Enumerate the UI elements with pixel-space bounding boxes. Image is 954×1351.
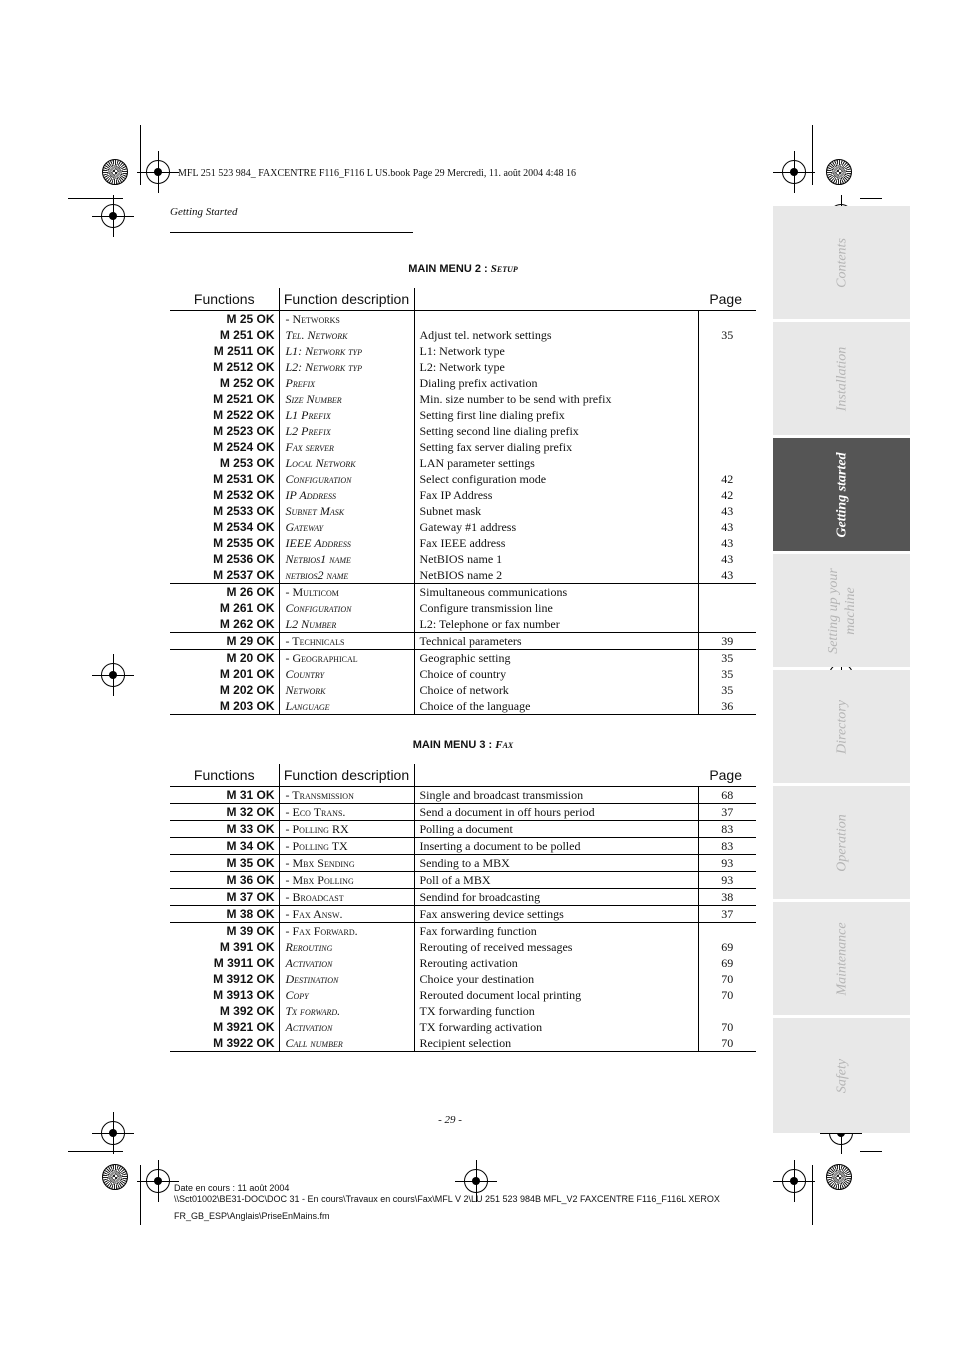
function-code: M 3913 OK: [213, 988, 275, 1002]
crop-mark: [68, 198, 123, 199]
page-ref: [698, 407, 756, 423]
function-description: Choice your destination: [414, 971, 698, 987]
table-row: [170, 487, 756, 503]
tab-label: Directory: [834, 699, 849, 754]
page-ref: 35: [698, 327, 756, 343]
crop-mark: [140, 1165, 141, 1225]
function-name: - Technicals: [279, 633, 414, 650]
function-name: Gateway: [279, 519, 414, 535]
col-header-functions: Functions: [170, 288, 279, 311]
crop-mark: [68, 1151, 123, 1152]
function-description: Polling a document: [414, 821, 698, 838]
tab-label: Maintenance: [834, 921, 849, 996]
page-ref: 93: [698, 855, 756, 872]
function-description: Configure transmission line: [414, 600, 698, 616]
function-name: Tel. Network: [279, 327, 414, 343]
function-code: M 2534 OK: [213, 520, 275, 534]
function-description: Rerouting of received messages: [414, 939, 698, 955]
page-ref: 70: [698, 1019, 756, 1035]
page-ref: 70: [698, 1035, 756, 1052]
function-code: M 2524 OK: [213, 440, 275, 454]
menu2-subtitle: Setup: [490, 263, 518, 275]
table-row: [170, 682, 756, 698]
function-description: L2: Telephone or fax number: [414, 616, 698, 633]
tab-installation[interactable]: [773, 322, 910, 435]
page-ref: 35: [698, 682, 756, 698]
table-row: [170, 551, 756, 567]
tab-label: Setting up your machine: [825, 567, 858, 654]
page-ref: 35: [698, 666, 756, 682]
menu3-subtitle: Fax: [495, 739, 514, 751]
table-row: [170, 407, 756, 423]
tab-operation[interactable]: [773, 786, 910, 899]
function-description: Recipient selection: [414, 1035, 698, 1052]
table-row: [170, 327, 756, 343]
page-ref: 36: [698, 698, 756, 715]
table-row: [170, 939, 756, 955]
tab-label: Installation: [834, 346, 849, 411]
table-row: [170, 567, 756, 584]
function-code: M 2533 OK: [213, 504, 275, 518]
function-description: Geographic setting: [414, 650, 698, 667]
function-code: M 33 OK: [170, 821, 279, 838]
col-header-page: [414, 288, 756, 311]
page-ref: [698, 375, 756, 391]
function-description: Setting first line dialing prefix: [414, 407, 698, 423]
function-description: Dialing prefix activation: [414, 375, 698, 391]
crosshair-mark: [146, 1169, 170, 1193]
function-name: L2 Number: [279, 616, 414, 633]
function-name: - Transmission: [279, 787, 414, 804]
registration-star-mark: [102, 159, 128, 185]
function-description: Fax IEEE address: [414, 535, 698, 551]
page-ref: [698, 343, 756, 359]
function-description: TX forwarding activation: [414, 1019, 698, 1035]
page-ref: [698, 584, 756, 601]
crosshair-mark: [101, 663, 125, 687]
function-description: Simultaneous communications: [414, 584, 698, 601]
page-ref: 39: [698, 633, 756, 650]
table-row: [170, 698, 756, 715]
col-header-description: Function description: [279, 288, 414, 311]
table-row: [170, 1035, 756, 1052]
function-name: Configuration: [279, 600, 414, 616]
function-name: Netbios1 name: [279, 551, 414, 567]
page-ref: [698, 311, 756, 328]
table-row: [170, 650, 756, 667]
menu3-table: [170, 764, 756, 1052]
function-code: M 203 OK: [170, 698, 279, 715]
page-ref: 43: [698, 535, 756, 551]
function-code: M 2535 OK: [213, 536, 275, 550]
page-ref: 83: [698, 821, 756, 838]
tab-setting-up[interactable]: [773, 554, 910, 667]
function-description: Choice of country: [414, 666, 698, 682]
function-code: M 2512 OK: [213, 360, 275, 374]
function-name: L1: Network typ: [279, 343, 414, 359]
registration-star-mark: [826, 159, 852, 185]
page-ref: 43: [698, 567, 756, 584]
function-name: Copy: [279, 987, 414, 1003]
function-description: Adjust tel. network settings: [414, 327, 698, 343]
tab-label: Getting started: [834, 451, 849, 538]
table-row: [170, 375, 756, 391]
function-code: M 201 OK: [219, 667, 275, 681]
function-description: Single and broadcast transmission: [414, 787, 698, 804]
table-row: [170, 455, 756, 471]
function-description: Poll of a MBX: [414, 872, 698, 889]
page-ref: 43: [698, 503, 756, 519]
function-code: M 3912 OK: [213, 972, 275, 986]
function-description: Sendind for broadcasting: [414, 889, 698, 906]
function-code: M 2523 OK: [213, 424, 275, 438]
crop-mark: [812, 125, 813, 185]
page-ref: 69: [698, 955, 756, 971]
section-title: Getting Started: [170, 206, 238, 218]
function-description: Gateway #1 address: [414, 519, 698, 535]
function-name: - Networks: [279, 311, 414, 328]
function-code: M 3921 OK: [213, 1020, 275, 1034]
page-ref: [698, 391, 756, 407]
function-code: M 392 OK: [219, 1004, 275, 1018]
function-name: Network: [279, 682, 414, 698]
table-row: [170, 519, 756, 535]
function-code: M 35 OK: [170, 855, 279, 872]
function-name: Fax server: [279, 439, 414, 455]
function-name: Local Network: [279, 455, 414, 471]
tab-directory[interactable]: [773, 670, 910, 783]
crosshair-mark: [782, 1169, 806, 1193]
function-name: L1 Prefix: [279, 407, 414, 423]
col-header-description: Function description: [279, 764, 414, 787]
function-name: - Broadcast: [279, 889, 414, 906]
tab-label: Safety: [834, 1058, 849, 1093]
page-ref: 93: [698, 872, 756, 889]
function-code: M 32 OK: [170, 804, 279, 821]
page-ref: 43: [698, 551, 756, 567]
function-description: Fax forwarding function: [414, 923, 698, 940]
function-name: Rerouting: [279, 939, 414, 955]
table-row: [170, 311, 756, 328]
page-ref: [698, 1003, 756, 1019]
page-ref: [698, 923, 756, 940]
function-name: - Mbx Polling: [279, 872, 414, 889]
function-name: IEEE Address: [279, 535, 414, 551]
page-ref: 69: [698, 939, 756, 955]
crosshair-mark: [782, 160, 806, 184]
function-name: Tx forward.: [279, 1003, 414, 1019]
function-code: M 253 OK: [219, 456, 275, 470]
function-code: M 2536 OK: [213, 552, 275, 566]
function-code: M 34 OK: [170, 838, 279, 855]
col-header-page-label: Page: [709, 767, 743, 783]
table-row: [170, 971, 756, 987]
page-number: - 29 -: [438, 1114, 462, 1126]
page-ref: 83: [698, 838, 756, 855]
page-ref: [698, 455, 756, 471]
function-description: Choice of network: [414, 682, 698, 698]
function-description: Technical parameters: [414, 633, 698, 650]
function-code: M 2531 OK: [213, 472, 275, 486]
footer-path: \\Sct01002\BE31-DOC\DOC 31 - En cours\Travaux en cours\Fax\MFL V 2\LU 251 523 984B MFL_V2 FAXCENTRE F116_F116L XEROX: [174, 1194, 720, 1204]
registration-star-mark: [102, 1164, 128, 1190]
footer: [174, 1183, 720, 1222]
page-ref: 38: [698, 889, 756, 906]
table-row: [170, 471, 756, 487]
page-ref: 37: [698, 804, 756, 821]
table-row: [170, 804, 756, 821]
table-row: [170, 391, 756, 407]
table-row: [170, 666, 756, 682]
function-name: - Fax Answ.: [279, 906, 414, 923]
function-description: Rerouting activation: [414, 955, 698, 971]
function-name: IP Address: [279, 487, 414, 503]
function-code: M 391 OK: [219, 940, 275, 954]
menu3-title-text: MAIN MENU 3 :: [412, 739, 496, 751]
col-header-page-label: Page: [709, 291, 743, 307]
function-name: - Polling RX: [279, 821, 414, 838]
function-code: M 2522 OK: [213, 408, 275, 422]
function-code: M 25 OK: [170, 311, 279, 328]
function-description: Inserting a document to be polled: [414, 838, 698, 855]
function-code: M 251 OK: [219, 328, 275, 342]
function-code: M 262 OK: [219, 617, 275, 631]
function-description: L2: Network type: [414, 359, 698, 375]
function-name: Prefix: [279, 375, 414, 391]
function-description: [414, 311, 698, 328]
page-ref: 68: [698, 787, 756, 804]
page-ref: 42: [698, 487, 756, 503]
menu2-title: [170, 263, 756, 275]
function-code: M 38 OK: [170, 906, 279, 923]
function-name: Call number: [279, 1035, 414, 1052]
function-description: Setting second line dialing prefix: [414, 423, 698, 439]
table-row: [170, 1019, 756, 1035]
crop-mark: [860, 1151, 882, 1152]
function-code: M 2532 OK: [213, 488, 275, 502]
menu2-title-text: MAIN MENU 2 :: [408, 263, 491, 275]
function-code: M 252 OK: [219, 376, 275, 390]
page-ref: 35: [698, 650, 756, 667]
function-name: netbios2 name: [279, 567, 414, 584]
function-code: M 2537 OK: [213, 568, 275, 582]
function-code: M 202 OK: [219, 683, 275, 697]
table-row: [170, 787, 756, 804]
function-code: M 2521 OK: [213, 392, 275, 406]
function-name: - Eco Trans.: [279, 804, 414, 821]
table-row: [170, 906, 756, 923]
function-description: Subnet mask: [414, 503, 698, 519]
tab-maintenance[interactable]: [773, 902, 910, 1015]
function-code: M 39 OK: [170, 923, 279, 940]
col-header-functions: Functions: [170, 764, 279, 787]
function-name: Configuration: [279, 471, 414, 487]
function-code: M 3922 OK: [170, 1035, 279, 1052]
table-row: [170, 359, 756, 375]
function-description: NetBIOS name 2: [414, 567, 698, 584]
tab-label: Contents: [834, 237, 849, 288]
function-name: - Geographical: [279, 650, 414, 667]
function-description: TX forwarding function: [414, 1003, 698, 1019]
crop-mark: [860, 198, 882, 199]
crosshair-mark: [101, 204, 125, 228]
registration-star-mark: [826, 1164, 852, 1190]
table-row: [170, 600, 756, 616]
menu2-table: [170, 288, 756, 715]
page-ref: [698, 600, 756, 616]
function-code: M 26 OK: [170, 584, 279, 601]
function-description: Rerouted document local printing: [414, 987, 698, 1003]
function-code: M 20 OK: [170, 650, 279, 667]
function-name: Language: [279, 698, 414, 715]
function-name: - Multicom: [279, 584, 414, 601]
table-row: [170, 616, 756, 633]
table-row: [170, 889, 756, 906]
function-description: Send a document in off hours period: [414, 804, 698, 821]
function-description: NetBIOS name 1: [414, 551, 698, 567]
table-row: [170, 584, 756, 601]
function-name: Activation: [279, 955, 414, 971]
page-ref: 42: [698, 471, 756, 487]
function-description: Choice of the language: [414, 698, 698, 715]
function-code: M 2511 OK: [213, 344, 275, 358]
table-row: [170, 343, 756, 359]
function-code: M 29 OK: [170, 633, 279, 650]
table-row: [170, 423, 756, 439]
function-description: L1: Network type: [414, 343, 698, 359]
tab-safety[interactable]: [773, 1018, 910, 1133]
table-row: [170, 923, 756, 940]
function-name: Destination: [279, 971, 414, 987]
function-description: LAN parameter settings: [414, 455, 698, 471]
crosshair-mark: [101, 1121, 125, 1145]
crop-mark: [140, 125, 141, 185]
function-name: L2 Prefix: [279, 423, 414, 439]
function-code: M 261 OK: [219, 601, 275, 615]
book-info-line: MFL 251 523 984_ FAXCENTRE F116_F116 L US.book Page 29 Mercredi, 11. août 2004 4:48 16: [178, 168, 576, 179]
table-row: [170, 821, 756, 838]
function-description: Min. size number to be send with prefix: [414, 391, 698, 407]
page-ref: [698, 423, 756, 439]
function-name: Size Number: [279, 391, 414, 407]
table-row: [170, 987, 756, 1003]
table-row: [170, 955, 756, 971]
tab-label: Operation: [834, 813, 849, 872]
function-code: M 31 OK: [170, 787, 279, 804]
page-ref: 70: [698, 987, 756, 1003]
menu3-title: [170, 739, 756, 751]
function-name: Activation: [279, 1019, 414, 1035]
page-ref: [698, 439, 756, 455]
function-name: Subnet Mask: [279, 503, 414, 519]
header-rule: [170, 232, 413, 233]
function-name: - Mbx Sending: [279, 855, 414, 872]
function-description: Setting fax server dialing prefix: [414, 439, 698, 455]
table-row: [170, 633, 756, 650]
footer-file: FR_GB_ESP\Anglais\PriseEnMains.fm: [174, 1211, 330, 1221]
function-name: Country: [279, 666, 414, 682]
function-description: Fax IP Address: [414, 487, 698, 503]
function-description: Sending to a MBX: [414, 855, 698, 872]
tab-getting-started[interactable]: [773, 438, 910, 551]
crop-mark: [812, 1165, 813, 1225]
function-name: L2: Network typ: [279, 359, 414, 375]
table-row: [170, 838, 756, 855]
table-row: [170, 855, 756, 872]
table-row: [170, 1003, 756, 1019]
page-ref: [698, 359, 756, 375]
footer-date: Date en cours : 11 août 2004: [174, 1183, 290, 1193]
function-name: - Polling TX: [279, 838, 414, 855]
function-code: M 37 OK: [170, 889, 279, 906]
function-code: M 36 OK: [170, 872, 279, 889]
page-ref: 70: [698, 971, 756, 987]
tab-contents[interactable]: [773, 206, 910, 319]
table-row: [170, 872, 756, 889]
col-header-page: [414, 764, 756, 787]
table-row: [170, 535, 756, 551]
page-ref: [698, 616, 756, 633]
function-name: - Fax Forward.: [279, 923, 414, 940]
page-ref: 37: [698, 906, 756, 923]
table-row: [170, 439, 756, 455]
function-code: M 3911 OK: [213, 956, 275, 970]
table-row: [170, 503, 756, 519]
page-ref: 43: [698, 519, 756, 535]
function-description: Fax answering device settings: [414, 906, 698, 923]
function-description: Select configuration mode: [414, 471, 698, 487]
crosshair-mark: [146, 160, 170, 184]
